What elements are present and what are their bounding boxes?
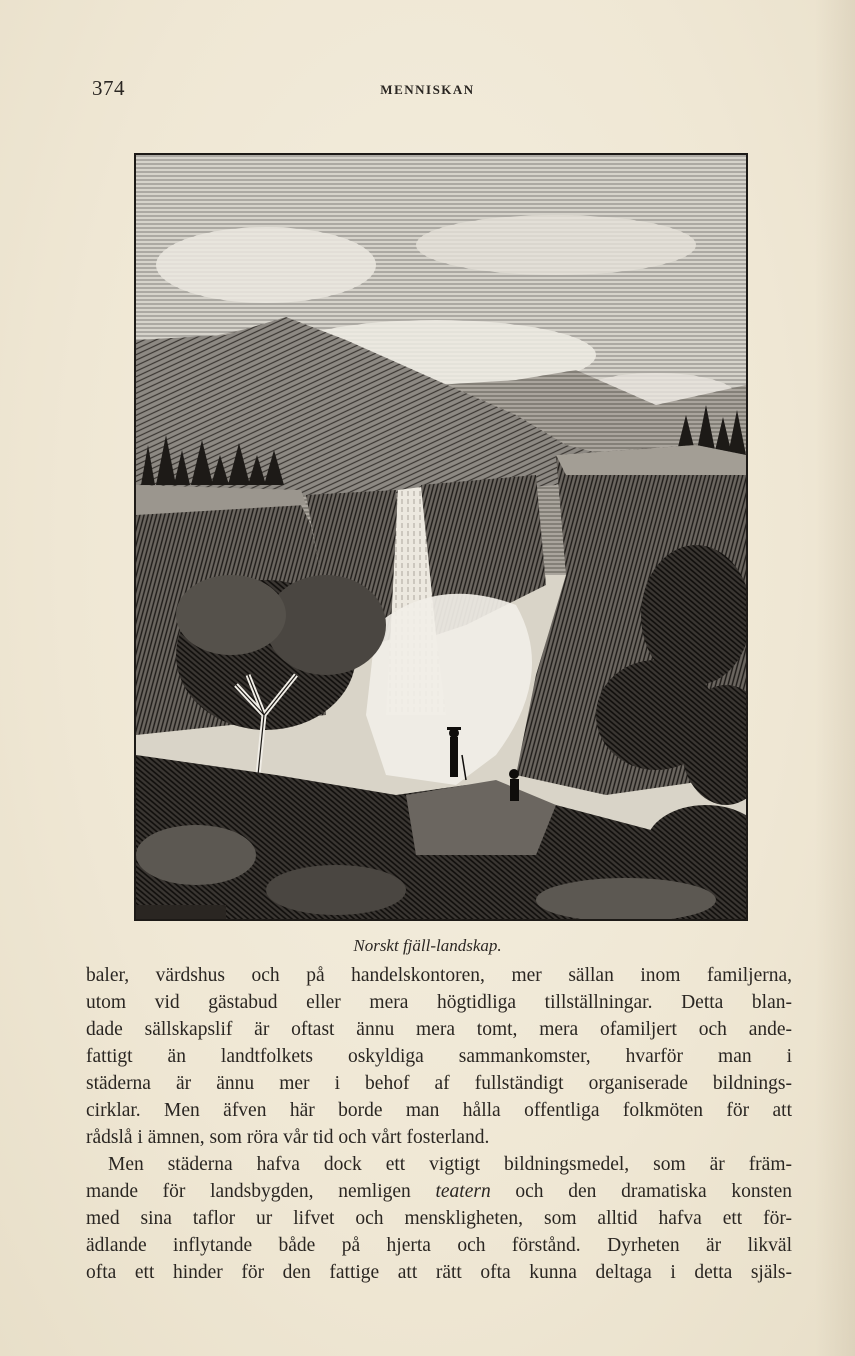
figure-caption: Norskt fjäll-landskap.	[353, 936, 502, 955]
text-line: städerna är ännu mer i behof af fullständigt organiserade bildnings-	[86, 1073, 792, 1094]
paragraph	[86, 1151, 792, 1286]
body-text	[86, 962, 792, 1286]
text-line: rådslå i ämnen, som röra vår tid och vårt fosterland.	[86, 1127, 490, 1148]
cloud	[416, 215, 696, 275]
text-line: cirklar. Men äfven här borde man hålla offentliga folkmöten för att	[86, 1100, 792, 1121]
rock-ledge	[406, 780, 556, 855]
paragraph	[86, 962, 792, 1151]
landscape-engraving	[134, 153, 748, 921]
text-line: med sina taflor ur lifvet och menskligheten, som alltid hafva ett för-	[86, 1208, 792, 1229]
text-run: mande för landsbygden, nemligen	[86, 1181, 436, 1202]
engraver-signature-strip	[136, 905, 226, 919]
page-number: 374	[92, 76, 125, 100]
text-line: baler, värdshus och på handelskontoren, mer sällan inom familjerna,	[86, 965, 792, 986]
birch-tree	[176, 575, 386, 795]
text-line: fattigt än landtfolkets oskyldiga sammankomster, hvarför man i	[86, 1046, 792, 1067]
waterfall-spray	[366, 594, 532, 785]
text-line: dade sällskapslif är oftast ännu mera tomt, mera ofamiljert och ande-	[86, 1019, 792, 1040]
running-title: MENNISKAN	[380, 82, 475, 97]
text-line	[86, 1178, 792, 1205]
text-line: ädlande inflytande både på hjerta och förstånd. Dyrheten är likväl	[86, 1235, 792, 1256]
text-run: och den dramatiska konsten	[490, 1181, 792, 1202]
text-line: Men städerna hafva dock ett vigtigt bildningsmedel, som är främ-	[108, 1154, 792, 1175]
cloud	[156, 227, 376, 303]
text-line: ofta ett hinder för den fattige att rätt ofta kunna deltaga i detta själs-	[86, 1262, 792, 1283]
sitting-figure	[509, 769, 519, 801]
text-line: utom vid gästabud eller mera högtidliga tillställningar. Detta blan-	[86, 992, 792, 1013]
emphasized-word: teatern	[435, 1181, 491, 1202]
page-edge-shadow	[815, 0, 855, 1356]
